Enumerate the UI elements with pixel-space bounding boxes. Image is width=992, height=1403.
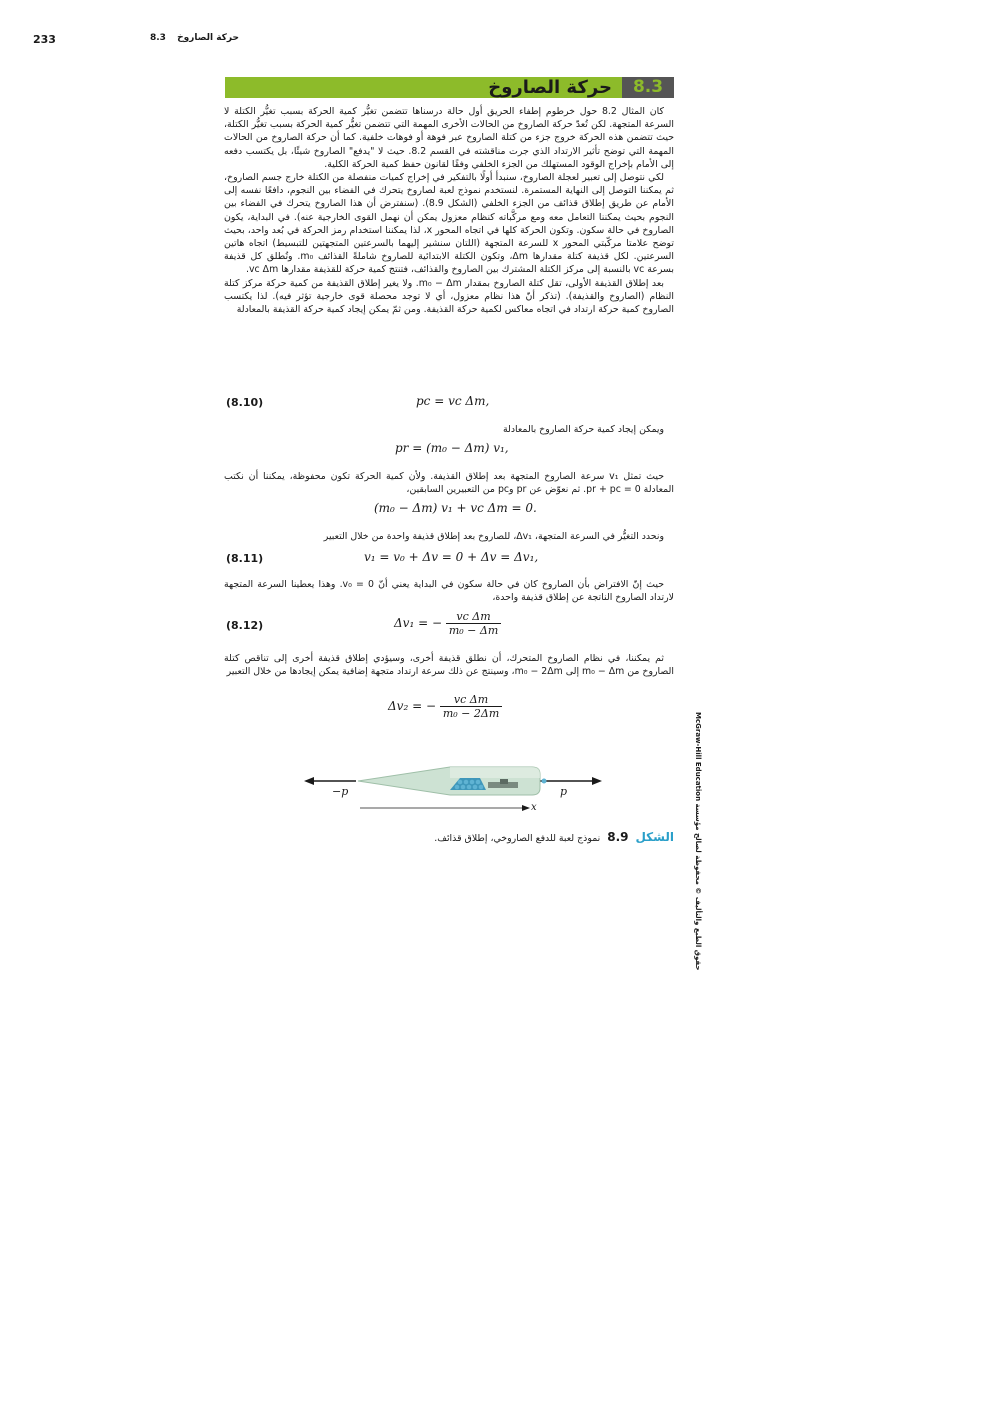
paragraph-first-projectile: بعد إطلاق القذيفة الأولى، تقل كتلة الصاروخ بمقدار m₀ − Δm. ولا يغير إطلاق القذيفة من كمية حركة مركز كتلة النظام (الصاروخ والقذيفة). (تذكر أنّ هذا نظام معزول، أي لا توجد محصلة قوى خارجية تؤثر فيه). لذا يكتسب الصاروخ كمية حركة ارتداد في اتجاه معاكس لكمية حركة القذيفة. ومن ثمّ يمكن إيجاد كمية حركة القذيفة بالمعادلة	[224, 277, 674, 316]
projectile-ball	[464, 780, 469, 785]
equation-delta-v2-numerator: vc Δm	[440, 693, 502, 707]
figure-caption	[434, 830, 674, 844]
equation-delta-v2	[388, 693, 502, 720]
text-block-1	[224, 105, 674, 316]
equation-number-8-11: (8.11)	[226, 552, 264, 565]
text-block-5	[224, 578, 674, 604]
projectile-ball	[476, 780, 481, 785]
projectile-ball	[479, 785, 484, 790]
paragraph-conservation: حيث تمثل v₁ سرعة الصاروخ المتجهة بعد إطلاق القذيفة. ولأن كمية الحركة تكون محفوظة، يمكننا أن نكتب المعادلة pr + pc = 0. ثم نعوّض عن pr وpc من التعبيرين السابقين،	[224, 471, 674, 496]
fired-projectile	[542, 779, 547, 784]
paragraph-rocket-momentum: ويمكن إيجاد كمية حركة الصاروخ بالمعادلة	[503, 424, 664, 435]
equation-number-8-12: (8.12)	[226, 619, 264, 632]
rocket-highlight	[450, 767, 540, 778]
equation-rocket-momentum: pr = (m₀ − Δm) v₁,	[395, 441, 509, 455]
equation-number-8-10: (8.10)	[226, 396, 264, 409]
projectile-ball	[455, 785, 460, 790]
projectile-arrowhead-icon	[592, 777, 602, 785]
figure-caption-label: الشكل	[635, 830, 674, 844]
equation-delta-v2-denominator: m₀ − 2Δm	[442, 707, 500, 720]
equation-8-10: pc = vc Δm,	[416, 394, 490, 408]
copyright-credit	[692, 712, 704, 971]
figure-label-p: p	[560, 785, 568, 798]
running-head-title: حركة الصاروخ	[177, 33, 239, 43]
running-head	[150, 33, 239, 43]
figure-label-x-axis: x	[531, 802, 537, 813]
text-block-4	[224, 530, 674, 543]
equation-8-12	[394, 610, 501, 637]
running-head-number: 8.3	[150, 33, 166, 43]
equation-8-12-lhs: Δv₁ = −	[394, 616, 442, 630]
recoil-arrowhead-icon	[304, 777, 314, 785]
equation-8-12-fraction	[446, 610, 501, 637]
figure-label-negative-p: −p	[332, 785, 349, 798]
text-block-6	[224, 652, 674, 678]
figure-caption-text: نموذج لعبة للدفع الصاروخي، إطلاق قذائف.	[434, 833, 601, 844]
projectile-ball	[470, 780, 475, 785]
x-axis-arrowhead-icon	[522, 805, 530, 811]
equation-8-11: v₁ = v₀ + Δv = 0 + Δv = Δv₁,	[364, 550, 539, 564]
page-number: 233	[33, 33, 56, 46]
text-block-2	[224, 423, 674, 436]
section-number: 8.3	[622, 77, 674, 98]
equation-momentum-sum: (m₀ − Δm) v₁ + vc Δm = 0.	[374, 501, 537, 515]
equation-8-12-numerator: vc Δm	[446, 610, 501, 624]
paragraph-velocity-change: ونحدد التغيُّر في السرعة المتجهة، Δv₁، للصاروخ بعد إطلاق قذيفة واحدة من خلال التعبير	[323, 531, 664, 542]
launcher-spring	[500, 779, 508, 784]
paragraph-intro: كان المثال 8.2 حول خرطوم إطفاء الحريق أول حالة درسناها تتضمن تغيُّر كمية الحركة بسبب تغيُّر الكتلة لا السرعة المتجهة. لكن تُعدّ حركة الصاروخ من الحالات الأخرى المهمة التي تتضمن تغيُّر كمية الحركة بسبب تغيُّر الكتلة، حيث تتضمن هذه الحركة خروج جزء من كتلة الصاروخ عبر فوهة أو فوهات خلفية. كما أن حركة الصاروخ من الحالات المهمة التي توضح تأثير الارتداد الذي جرت مناقشته في القسم 8.2. حيث لا "يدفع" الصاروخ شيئًا، بل يكتسب دفعه إلى الأمام بإخراج الوقود المستهلك من الجزء الخلفي وفقًا لقانون حفظ كمية الحركة الكلية.	[224, 106, 675, 170]
copyright-text: حقوق الطبع والتأليف © محفوظة لصالح مؤسسة McGraw-Hill Education	[694, 712, 702, 971]
projectile-ball	[473, 785, 478, 790]
equation-8-12-denominator: m₀ − Δm	[448, 624, 499, 637]
figure-caption-number: 8.9	[607, 830, 629, 844]
projectile-ball	[461, 785, 466, 790]
paragraph-toy-model: لكي نتوصل إلى تعبير لعجلة الصاروخ، سنبدأ أولًا بالتفكير في إخراج كميات منفصلة من الكتلة خارج جسم الصاروخ، ثم يمكننا التوصل إلى النهاية المستمرة. لنستخدم نموذج لعبة لصاروخ يتحرك في الفضاء بين النجوم، دافعًا نفسه إلى الأمام عن طريق إطلاق قذائف من الجزء الخلفي (الشكل 8.9). (سنفترض أن هذا الصاروخ يتحرك في الفضاء بين النجوم بحيث يمكننا التعامل معه ومع مركَّباته كنظام معزول يمكن أن نهمل القوى الخارجية عنه). في البداية، يكون الصاروخ في حالة سكون. وتكون الحركة كلها في اتجاه المحور x، لذا يمكننا استخدام رمز الحركة في بُعد واحد، بحيث توضح علامتا مركّبتي المحور x للسرعة المتجهة (اللتان سنشير إليهما بالسرعتين المتجهتين للتبسيط) اتجاه هاتين السرعتين. لكل قذيفة كتلة مقدارها Δm، وتكون الكتلة الابتدائية للصاروخ شاملةً القذائف m₀. وتُطلق كل قذيفة بسرعة vc بالنسبة إلى مركز الكتلة المشترك بين الصاروخ والقذائف، فتنتج كمية حركة للقذيفة مقدارها vc Δm.	[224, 172, 674, 276]
paragraph-second-projectile: ثم يمكننا، في نظام الصاروخ المتحرك، أن نطلق قذيفة أخرى، وسيؤدي إطلاق قذيفة أخرى إلى تناقص كتلة الصاروخ من m₀ − Δm إلى m₀ − 2Δm، وسينتج عن ذلك سرعة ارتداد متجهة إضافية يمكن إيجادها من خلال التعبير	[224, 653, 674, 678]
projectile-ball	[458, 780, 463, 785]
equation-delta-v2-lhs: Δv₂ = −	[388, 699, 436, 713]
section-heading-bar	[225, 77, 674, 98]
paragraph-rest-assumption: حيث إنّ الافتراض بأن الصاروخ كان في حالة سكون في البداية يعني أنّ v₀ = 0. وهذا يعطينا السرعة المتجهة لارتداد الصاروخ الناتجة عن إطلاق قذيفة واحدة،	[224, 579, 674, 604]
equation-delta-v2-fraction	[440, 693, 502, 720]
section-title: حركة الصاروخ	[488, 77, 612, 98]
text-block-3	[224, 470, 674, 496]
projectile-ball	[467, 785, 472, 790]
